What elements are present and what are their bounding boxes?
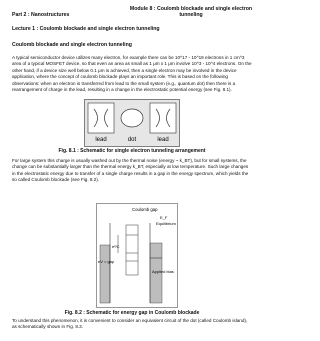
lecture-heading: Lecture 1 : Coulomb blockade and single electron tunneling bbox=[12, 26, 160, 32]
module-heading bbox=[124, 6, 258, 18]
section-title: Coulomb blockade and single electron tunneling bbox=[12, 42, 132, 48]
module-heading-line2: tunneling bbox=[179, 12, 203, 18]
right-lead-box bbox=[150, 103, 176, 133]
figure2-caption: Fig. 8.2 : Schematic for energy gap in Coulomb blockade bbox=[64, 310, 200, 316]
left-lead-bar bbox=[100, 245, 110, 303]
label-applied-bias: Applied bias bbox=[152, 269, 174, 274]
figure-tunneling-arrangement bbox=[84, 99, 180, 147]
label-e2c: e²/C bbox=[112, 244, 120, 249]
label-ev-gap: eV = gap bbox=[98, 259, 115, 264]
paragraph-intro: A typical semiconductor device utilizes many electron, for example there can be 10^17 - 10^19 electrons in 1 cm^3 area of a typical MOSFET device, so that even an area as small as 1 μm x 1 μm involve 10^3 - 10^4 electrons. On the other hand, if a device size well below 0.1 μm is achieved, then a single electron may be involved in the device application, where the concept of coulomb blockade plays an important role. This is based on the following observations: when an electron is transferred from lead to the small system (e.g., quantum dot) then there is a rearrangement of charge in the lead, resulting in a change in the electrostatic potential energy (see Fig. 8.1). bbox=[12, 55, 252, 93]
dot-column bbox=[126, 225, 138, 275]
label-equilibrium: Equilibrium bbox=[156, 221, 176, 226]
part-heading: Part 2 : Nanostructures bbox=[12, 12, 70, 18]
left-lead-box bbox=[88, 103, 114, 133]
figure1-caption: Fig. 8.1 : Schematic for single electron tunneling arrangement bbox=[58, 148, 206, 154]
label-dot: dot bbox=[127, 137, 137, 143]
label-coulomb-gap: Coulomb gap bbox=[132, 207, 158, 212]
dot-ellipse bbox=[121, 109, 143, 127]
label-lead-left: lead bbox=[95, 137, 107, 143]
module-heading-line1: Module 8 : Coulomb blockade and single electron bbox=[129, 6, 253, 12]
label-lead-right: lead bbox=[157, 137, 169, 143]
figure-coulomb-gap bbox=[96, 203, 178, 308]
label-ef: E_F bbox=[160, 215, 168, 220]
paragraph-circuit: To understand this phenomenon, it is convenient to consider an equivalent circuit of the dot (called Coulomb island), as schematically shown in Fig. 8.3. bbox=[12, 318, 248, 330]
paragraph-thermal: For large system this charge is usually washed out by the thermal noise (energy ~ k_BT), but for small systems, the change can be substantially larger than the thermal energy k_BT, especially at low temperature. Such large changes in the electrostatic energy due to transfer of a single charge results in a gap in the energy spectrum, which yields the so called Coulomb blockade (see Fig. 8.2). bbox=[12, 158, 249, 183]
